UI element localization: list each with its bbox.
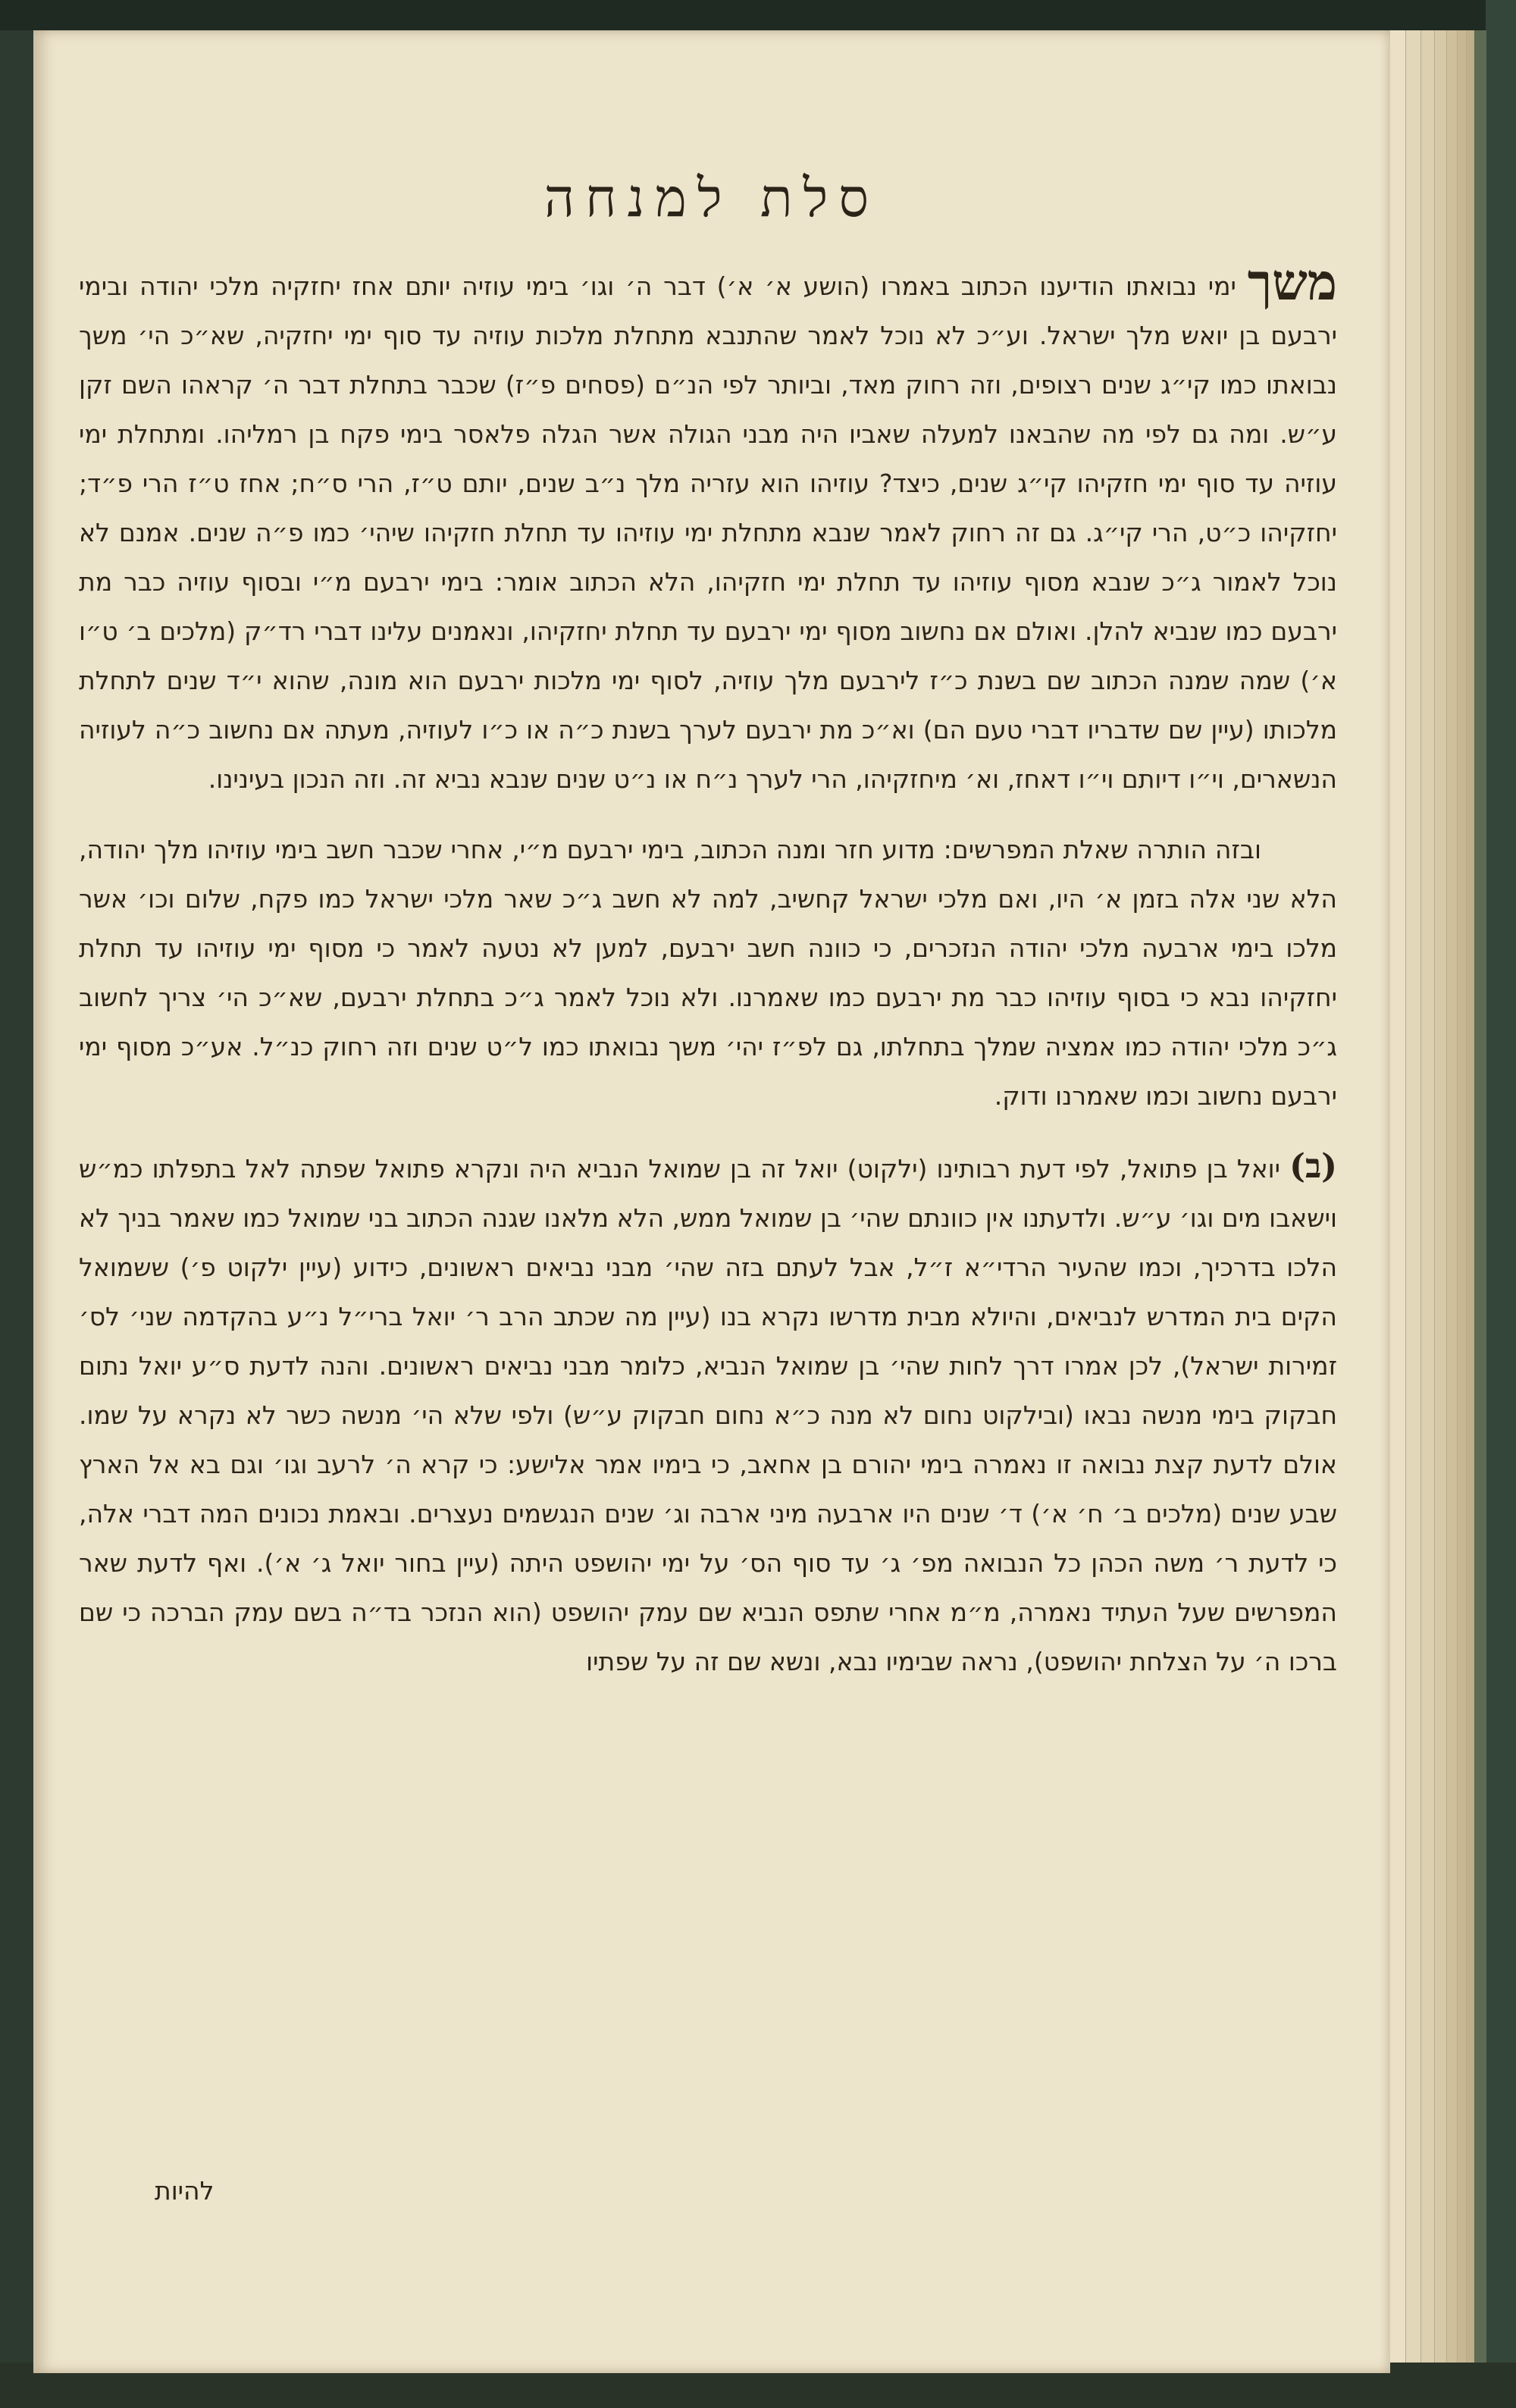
paragraph-3 — [79, 1142, 1337, 1686]
page-stack-edge — [1446, 30, 1458, 2373]
page-stack-edge — [1420, 30, 1435, 2373]
page-body — [79, 258, 1337, 2199]
paragraph-lead-word: משך — [1247, 258, 1337, 312]
section-marker: (ב) — [1289, 1147, 1337, 1186]
paragraph-text: יואל בן פתואל, לפי דעת רבותינו (ילקוט) יואל זה בן שמואל הנביא היה ונקרא פתואל שפתה לאל בתפלתו כמ״ש וישאבו מים וגו׳ ע״ש. ולדעתנו אין כוונתם שהי׳ בן שמואל ממש, הלא מלאנו שגנה הכתוב בני שמואל כמו שאמר בניך לא הלכו בדרכיך, וכמו שהעיר הרדי״א ז״ל, אבל לעתם בזה שהי׳ מבני נביאים ראשונים, כידוע (עיין ילקוט פ׳) ששמואל הקים בית המדרש לנביאים, והיולא מבית מדרשו נקרא בנו (עיין מה שכתב הרב ר׳ יואל ברי״ל נ״ע בהקדמה שני׳ לס׳ זמירות ישראל), לכן אמרו דרך לחות שהי׳ בן שמואל הנביא, כלומר מבני נביאים ראשונים. והנה לדעת ס״ע יואל נתום חבקוק בימי מנשה נבאו (ובילקוט נחום לא מנה כ״א נחום חבקוק ע״ש) ולפי שלא הי׳ מנשה כשר לא נקרא על שמו. אולם לדעת קצת נבואה זו נאמרה בימי יהורם בן אחאב, כי בימיו אמר אלישע: כי קרא ה׳ לרעב וגו׳ וגם בא אל הארץ שבע שנים (מלכים ב׳ ח׳ א׳) ד׳ שנים היו ארבעה מיני ארבה וג׳ שנים הנגשמים נעצרים. ובאמת נכונים המה דברי אלה, כי לדעת ר׳ משה הכהן כל הנבואה מפ׳ ג׳ עד סוף הס׳ על ימי יהושפט היתה (עיין בחור יואל ג׳ א׳). ואף לדעת שאר המפרשים שעל העתיד נאמרה, מ״מ אחרי שתפס הנביא שם עמק יהושפט (הוא הנזכר בד״ה בשם עמק הברכה כי שם ברכו ה׳ על הצלחת יהושפט), נראה שבימיו נבא, ונשא שם זה על שפתיו — [79, 1154, 1337, 1676]
page-stack-edge — [1434, 30, 1447, 2373]
page-stack-edge — [1405, 30, 1421, 2373]
paragraph-2 — [79, 825, 1337, 1121]
paragraph-1 — [79, 258, 1337, 804]
catchword: להיות — [155, 2176, 215, 2206]
scan-edge-top — [0, 0, 1516, 30]
book-cover-edge — [1474, 30, 1486, 2373]
paragraph-text: ובזה הותרה שאלת המפרשים: מדוע חזר ומנה הכתוב, בימי ירבעם מ״י, אחרי שכבר חשב בימי עוזיהו מלך יהודה, הלא שני אלה בזמן א׳ היו, ואם מלכי ישראל קחשיב, למה לא חשב ג״כ שאר מלכי ישראל כמו פקח, שלום וכו׳ אשר מלכו בימי ארבעה מלכי יהודה הנזכרים, כי כוונה חשב ירבעם, למען לא נטעה לאמר כי מסוף ימי עוזיהו עד תחלת יחזקיהו נבא כי בסוף עוזיהו כבר מת ירבעם כמו שאמרנו. ולא נוכל לאמר ג״כ בתחלת ירבעם, שא״כ הי׳ צריך לחשוב ג״כ מלכי יהודה כמו אמציה שמלך בתחלתו, גם לפ״ז יהי׳ משך נבואתו כמו ל״ט שנים וזה רחוק כנ״ל. אע״כ מסוף ימי ירבעם נחשוב וכמו שאמרנו ודוק. — [79, 835, 1337, 1111]
book-page — [33, 30, 1390, 2373]
paragraph-text: ימי נבואתו הודיענו הכתוב באמרו (הושע א׳ א׳) דבר ה׳ וגו׳ בימי עוזיה יותם אחז יחזקיה מלכי יהודה ובימי ירבעם בן יואש מלך ישראל. וע״כ לא נוכל לאמר שהתנבא מתחלת מלכות עוזיה עד סוף ימי יחזקיה, שא״כ הי׳ משך נבואתו כמו קי״ג שנים רצופים, וזה רחוק מאד, וביותר לפי הנ״ם (פסחים פ״ז) שכבר בתחלת דבר ה׳ קראהו השם זקן ע״ש. ומה גם לפי מה שהבאנו למעלה שאביו היה מבני הגולה אשר הגלה פלאסר בימי פקח בן רמליהו. ומתחלת ימי עוזיה עד סוף ימי חזקיהו קי״ג שנים, כיצד? עוזיהו הוא עזריה מלך נ״ב שנים, יותם ט״ז, הרי ס״ח; אחז ט״ז הרי פ״ד; יחזקיהו כ״ט, הרי קי״ג. גם זה רחוק לאמר שנבא מתחלת ימי עוזיהו עד תחלת חזקיהו שיהי׳ כמו פ״ה שנים. אמנם לא נוכל לאמור ג״כ שנבא מסוף עוזיהו עד תחלת ימי חזקיהו, הלא הכתוב אומר: בימי ירבעם מ״י ובסוף עוזיה כבר מת ירבעם כמו שנביא להלן. ואולם אם נחשוב מסוף ימי ירבעם עד תחלת יחזקיהו, ונאמנים עלינו דברי רד״ק (מלכים ב׳ ט״ו א׳) שמה שמנה הכתוב שם בשנת כ״ז לירבעם מלך עוזיה, לסוף ימי מלכות ירבעם הוא מונה, שהוא י״ד שנים לתחלת מלכותו (עיין שם שדבריו דברי טעם הם) וא״כ מת ירבעם לערך בשנת כ״ה או כ״ו לעוזיה, מעתה אם נחשוב כ״ה לעוזיה הנשארים, וי״ו דיותם וי״ו דאחז, וא׳ מיחזקיהו, הרי לערך נ״ח או נ״ט שנים שנבא נביא זה. וזה הנכון בעינינו. — [79, 271, 1337, 794]
scan-edge-right — [1486, 0, 1516, 2408]
page-title: סלת למנחה — [543, 167, 880, 229]
